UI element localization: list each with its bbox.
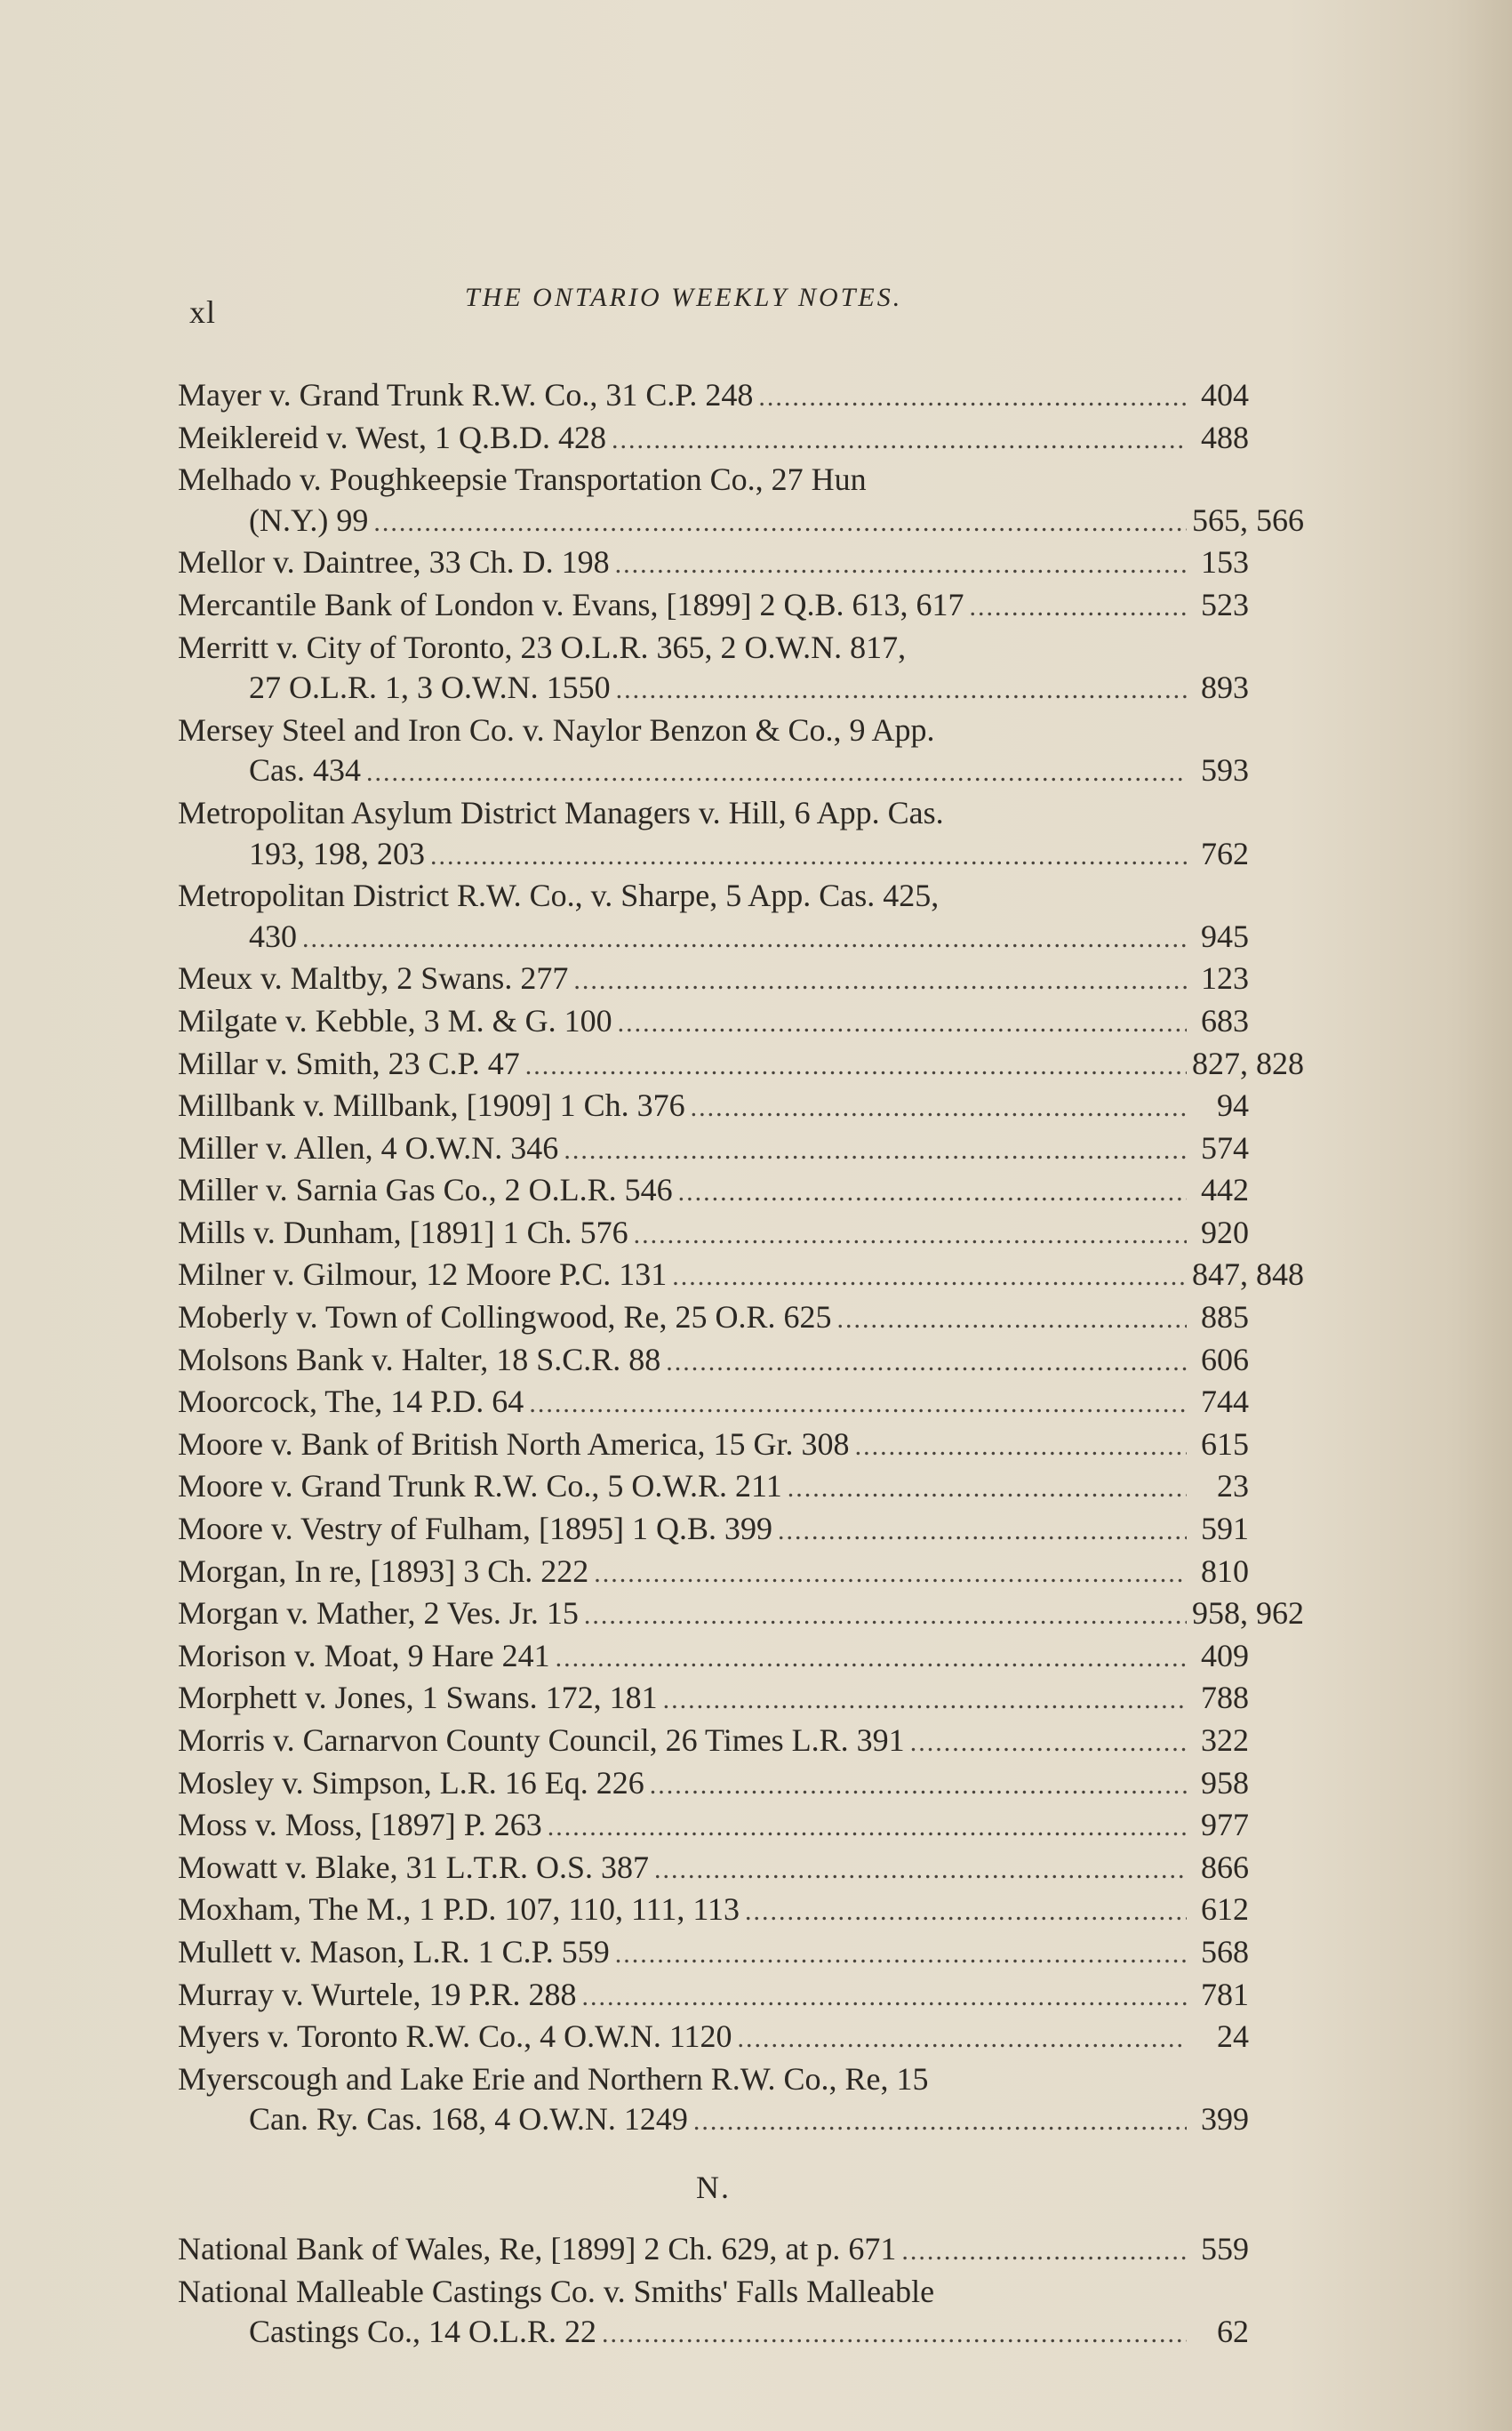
entry-line xyxy=(178,542,1249,585)
page-reference: 827, 828 xyxy=(1192,1045,1304,1081)
index-entry xyxy=(178,1805,1249,1848)
index-entry xyxy=(178,1001,1249,1044)
index-entry xyxy=(178,628,1249,710)
dot-leader xyxy=(564,1130,1187,1171)
page-reference: 683 xyxy=(1201,1002,1249,1039)
case-citation: 27 O.L.R. 1, 3 O.W.N. 1550 xyxy=(249,670,611,706)
entry-continuation-line xyxy=(178,668,1249,710)
dot-leader xyxy=(970,587,1187,628)
entry-line xyxy=(178,1466,1249,1509)
dot-leader xyxy=(678,1172,1187,1213)
page-reference: 568 xyxy=(1201,1933,1249,1970)
case-citation: Myerscough and Lake Erie and Northern R.W. Co., Re, 15 xyxy=(178,2060,929,2097)
index-entry xyxy=(178,1932,1249,1975)
index-entry xyxy=(178,542,1249,585)
index-entry xyxy=(178,1424,1249,1467)
entry-line xyxy=(178,1975,1249,2018)
entry-line xyxy=(178,710,1249,751)
dot-leader xyxy=(618,1003,1187,1044)
index-entry xyxy=(178,1721,1249,1763)
index-entry xyxy=(178,959,1249,1001)
page-reference: 744 xyxy=(1201,1384,1249,1420)
index-entry xyxy=(178,1170,1249,1213)
case-citation: Can. Ry. Cas. 168, 4 O.W.N. 1249 xyxy=(249,2101,688,2138)
case-citation: Metropolitan District R.W. Co., v. Sharpe, 5 App. Cas. 425, xyxy=(178,878,940,914)
dot-leader xyxy=(901,2231,1187,2272)
page-reference: 559 xyxy=(1201,2230,1249,2267)
page-reference: 409 xyxy=(1201,1637,1249,1673)
entry-line xyxy=(178,1593,1304,1636)
page-reference: 565, 566 xyxy=(1192,501,1304,538)
dot-leader xyxy=(556,1638,1187,1679)
case-citation: Mersey Steel and Iron Co. v. Naylor Benzon & Co., 9 App. xyxy=(178,711,935,748)
case-citation: Milner v. Gilmour, 12 Moore P.C. 131 xyxy=(178,1256,668,1293)
page-reference: 606 xyxy=(1201,1341,1249,1377)
dot-leader xyxy=(634,1215,1187,1256)
entry-line xyxy=(178,2017,1249,2059)
entry-line xyxy=(178,959,1249,1001)
page-reference: 847, 848 xyxy=(1192,1256,1304,1293)
index-entry xyxy=(178,1466,1249,1509)
case-citation: Mullett v. Mason, L.R. 1 C.P. 559 xyxy=(178,1933,610,1970)
index-entry xyxy=(178,1213,1249,1256)
entry-continuation-line xyxy=(178,2099,1249,2142)
page-reference: 977 xyxy=(1201,1807,1249,1843)
page-reference: 920 xyxy=(1201,1214,1249,1250)
page-reference: 399 xyxy=(1201,2101,1249,2138)
page-reference: 885 xyxy=(1201,1299,1249,1336)
case-citation: 430 xyxy=(249,918,297,954)
dot-leader xyxy=(602,2314,1187,2355)
index-entry xyxy=(178,876,1249,959)
index-entry xyxy=(178,460,1304,542)
page-reference: 788 xyxy=(1201,1680,1249,1716)
dot-leader xyxy=(302,919,1187,959)
entry-line xyxy=(178,585,1249,628)
dot-leader xyxy=(691,1087,1187,1128)
case-citation: Morgan v. Mather, 2 Ves. Jr. 15 xyxy=(178,1595,579,1632)
case-citation: National Malleable Castings Co. v. Smiths' Falls Malleable xyxy=(178,2273,935,2309)
case-citation: Merritt v. City of Toronto, 23 O.L.R. 365, 2 O.W.N. 817, xyxy=(178,629,907,665)
case-citation: Moorcock, The, 14 P.D. 64 xyxy=(178,1384,524,1420)
case-citation: Morgan, In re, [1893] 3 Ch. 222 xyxy=(178,1552,589,1589)
dot-leader xyxy=(373,502,1187,543)
page-reference: 958, 962 xyxy=(1192,1595,1304,1632)
index-entry xyxy=(178,1848,1249,1890)
entry-line xyxy=(178,2059,1249,2100)
case-citation: Miller v. Sarnia Gas Co., 2 O.L.R. 546 xyxy=(178,1172,673,1208)
entry-line xyxy=(178,1678,1249,1721)
dot-leader xyxy=(855,1426,1187,1467)
index-entry xyxy=(178,1763,1249,1806)
index-entry xyxy=(178,1636,1249,1679)
case-citation: Moxham, The M., 1 P.D. 107, 110, 111, 113 xyxy=(178,1891,740,1928)
page-reference: 958 xyxy=(1201,1764,1249,1801)
page-reference: 322 xyxy=(1201,1722,1249,1758)
case-citation: Murray v. Wurtele, 19 P.R. 288 xyxy=(178,1976,577,2012)
case-citation: Morison v. Moat, 9 Hare 241 xyxy=(178,1637,550,1673)
entry-line xyxy=(178,793,1249,834)
page-number: xl xyxy=(189,294,217,330)
entry-line xyxy=(178,1721,1249,1763)
entry-line xyxy=(178,1213,1249,1256)
entry-line xyxy=(178,418,1249,461)
dot-leader xyxy=(529,1384,1187,1424)
case-citation: Molsons Bank v. Halter, 18 S.C.R. 88 xyxy=(178,1341,661,1377)
case-citation: Mosley v. Simpson, L.R. 16 Eq. 226 xyxy=(178,1764,644,1801)
index-entry xyxy=(178,1086,1249,1128)
dot-leader xyxy=(616,670,1187,710)
case-citation: Moberly v. Town of Collingwood, Re, 25 O.R. 625 xyxy=(178,1299,832,1336)
page-reference: 62 xyxy=(1217,2314,1249,2350)
dot-leader xyxy=(525,1046,1187,1087)
case-citation: Millar v. Smith, 23 C.P. 47 xyxy=(178,1045,520,1081)
index-entry xyxy=(178,1255,1304,1297)
entry-line xyxy=(178,375,1249,418)
page-reference: 810 xyxy=(1201,1552,1249,1589)
dot-leader xyxy=(615,1934,1187,1975)
entry-continuation-line xyxy=(178,2312,1249,2355)
case-index xyxy=(178,375,1304,2355)
dot-leader xyxy=(738,2018,1188,2059)
entry-line xyxy=(178,2229,1249,2272)
entry-line xyxy=(178,2272,1249,2313)
entry-line xyxy=(178,1128,1249,1171)
page-reference: 404 xyxy=(1201,377,1249,413)
index-entry xyxy=(178,418,1249,461)
case-citation: Moore v. Vestry of Fulham, [1895] 1 Q.B. 399 xyxy=(178,1511,772,1547)
index-entry xyxy=(178,1593,1304,1636)
case-citation: Meiklereid v. West, 1 Q.B.D. 428 xyxy=(178,419,607,455)
case-citation: Moore v. Bank of British North America, 15 Gr. 308 xyxy=(178,1425,850,1462)
entry-continuation-line xyxy=(178,917,1249,959)
index-entry xyxy=(178,1340,1249,1383)
dot-leader xyxy=(548,1807,1187,1848)
section-letter-n: N. xyxy=(696,2169,731,2205)
index-entry xyxy=(178,585,1249,628)
entry-line xyxy=(178,1552,1249,1594)
dot-leader xyxy=(910,1722,1187,1763)
index-entry xyxy=(178,1297,1249,1340)
entry-line xyxy=(178,628,1249,669)
entry-line xyxy=(178,1424,1249,1467)
index-entry xyxy=(178,1509,1249,1552)
page-reference: 762 xyxy=(1201,835,1249,871)
dot-leader xyxy=(573,960,1187,1001)
index-entry xyxy=(178,1678,1249,1721)
dot-leader xyxy=(788,1468,1187,1509)
page-reference: 153 xyxy=(1201,544,1249,581)
dot-leader xyxy=(612,420,1187,461)
case-citation: Mercantile Bank of London v. Evans, [1899] 2 Q.B. 613, 617 xyxy=(178,586,964,622)
dot-leader xyxy=(758,377,1187,418)
entry-line xyxy=(178,1086,1249,1128)
case-citation: Meux v. Maltby, 2 Swans. 277 xyxy=(178,960,569,997)
entry-line xyxy=(178,1382,1249,1424)
dot-leader xyxy=(663,1680,1187,1721)
case-citation: Milgate v. Kebble, 3 M. & G. 100 xyxy=(178,1002,612,1039)
case-list-m xyxy=(178,375,1304,2142)
case-citation: Mills v. Dunham, [1891] 1 Ch. 576 xyxy=(178,1214,628,1250)
case-citation: Castings Co., 14 O.L.R. 22 xyxy=(249,2314,597,2350)
dot-leader xyxy=(666,1342,1187,1383)
entry-continuation-line xyxy=(178,834,1249,877)
index-entry xyxy=(178,1128,1249,1171)
index-entry xyxy=(178,2059,1249,2142)
page-reference: 123 xyxy=(1201,960,1249,997)
page-reference: 781 xyxy=(1201,1976,1249,2012)
case-citation: Mayer v. Grand Trunk R.W. Co., 31 C.P. 248 xyxy=(178,377,754,413)
case-citation: Morris v. Carnarvon County Council, 26 Times L.R. 391 xyxy=(178,1722,905,1758)
case-citation: (N.Y.) 99 xyxy=(249,501,369,538)
entry-continuation-line xyxy=(178,501,1304,543)
case-citation: Moss v. Moss, [1897] P. 263 xyxy=(178,1807,542,1843)
page-reference: 24 xyxy=(1217,2018,1249,2055)
entry-line xyxy=(178,460,1249,501)
index-entry xyxy=(178,2272,1249,2355)
page-reference: 893 xyxy=(1201,670,1249,706)
case-citation: Myers v. Toronto R.W. Co., 4 O.W.N. 1120 xyxy=(178,2018,732,2055)
index-entry xyxy=(178,793,1249,876)
page-reference: 574 xyxy=(1201,1129,1249,1166)
entry-line xyxy=(178,1763,1249,1806)
entry-line xyxy=(178,1001,1249,1044)
entry-line xyxy=(178,1170,1249,1213)
dot-leader xyxy=(366,752,1187,793)
index-entry xyxy=(178,1552,1249,1594)
entry-line xyxy=(178,1932,1249,1975)
case-citation: Melhado v. Poughkeepsie Transportation Co., 27 Hun xyxy=(178,461,867,498)
page-header xyxy=(189,283,1247,336)
dot-leader xyxy=(672,1256,1187,1297)
index-entry xyxy=(178,1044,1304,1087)
entry-line xyxy=(178,1848,1249,1890)
page-reference: 523 xyxy=(1201,586,1249,622)
dot-leader xyxy=(650,1765,1187,1806)
case-citation: 193, 198, 203 xyxy=(249,835,425,871)
entry-line xyxy=(178,1805,1249,1848)
page-reference: 593 xyxy=(1201,752,1249,789)
entry-line xyxy=(178,1509,1249,1552)
index-entry xyxy=(178,2229,1249,2272)
case-citation: Miller v. Allen, 4 O.W.N. 346 xyxy=(178,1129,559,1166)
index-entry xyxy=(178,1889,1249,1932)
index-entry xyxy=(178,1975,1249,2018)
dot-leader xyxy=(615,544,1187,585)
index-entry xyxy=(178,710,1249,793)
entry-line xyxy=(178,1636,1249,1679)
case-list-n xyxy=(178,2229,1249,2355)
entry-line xyxy=(178,876,1249,917)
case-citation: Cas. 434 xyxy=(249,752,361,789)
case-citation: National Bank of Wales, Re, [1899] 2 Ch. 629, at p. 671 xyxy=(178,2230,897,2267)
page-reference: 615 xyxy=(1201,1425,1249,1462)
dot-leader xyxy=(582,1977,1187,2018)
entry-line xyxy=(178,1340,1249,1383)
case-citation: Moore v. Grand Trunk R.W. Co., 5 O.W.R. 211 xyxy=(178,1468,782,1504)
case-citation: Millbank v. Millbank, [1909] 1 Ch. 376 xyxy=(178,1087,685,1124)
page-reference: 23 xyxy=(1217,1468,1249,1504)
index-entry xyxy=(178,2017,1249,2059)
entry-line xyxy=(178,1255,1304,1297)
page-reference: 945 xyxy=(1201,918,1249,954)
entry-line xyxy=(178,1044,1304,1087)
page-reference: 94 xyxy=(1217,1087,1249,1124)
page-reference: 442 xyxy=(1201,1172,1249,1208)
case-citation: Metropolitan Asylum District Managers v. Hill, 6 App. Cas. xyxy=(178,794,944,830)
case-citation: Morphett v. Jones, 1 Swans. 172, 181 xyxy=(178,1680,658,1716)
dot-leader xyxy=(594,1553,1187,1594)
entry-line xyxy=(178,1297,1249,1340)
dot-leader xyxy=(584,1595,1187,1636)
page-reference: 591 xyxy=(1201,1511,1249,1547)
dot-leader xyxy=(745,1891,1187,1932)
page-reference: 488 xyxy=(1201,419,1249,455)
index-entry xyxy=(178,375,1249,418)
index-entry xyxy=(178,1382,1249,1424)
case-citation: Mellor v. Daintree, 33 Ch. D. 198 xyxy=(178,544,610,581)
dot-leader xyxy=(693,2101,1187,2142)
page-reference: 612 xyxy=(1201,1891,1249,1928)
case-citation: Mowatt v. Blake, 31 L.T.R. O.S. 387 xyxy=(178,1849,649,1885)
page-reference: 866 xyxy=(1201,1849,1249,1885)
dot-leader xyxy=(430,836,1187,877)
dot-leader xyxy=(654,1849,1187,1890)
dot-leader xyxy=(836,1299,1187,1340)
dot-leader xyxy=(778,1511,1187,1552)
entry-continuation-line xyxy=(178,750,1249,793)
entry-line xyxy=(178,1889,1249,1932)
running-title: THE ONTARIO WEEKLY NOTES. xyxy=(465,283,903,312)
